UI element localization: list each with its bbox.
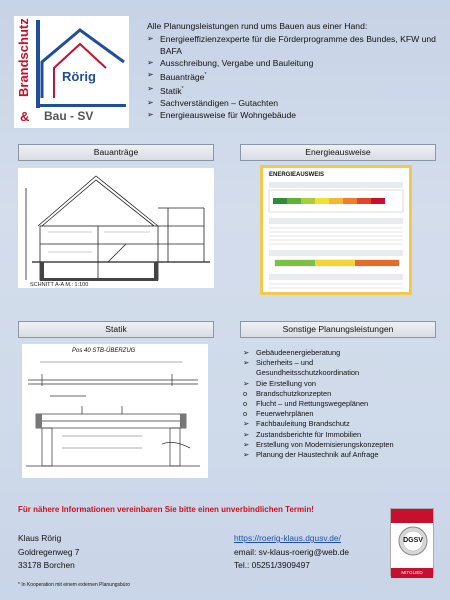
logo-horizontal-bar	[36, 104, 126, 107]
service-item: ➢ Ausschreibung, Vergabe und Bauleitung	[147, 58, 314, 68]
other-service-item	[242, 348, 442, 358]
arrow-bullet-icon: ➢	[243, 378, 250, 388]
section-label-statik: Statik	[18, 321, 214, 338]
building-section-svg	[18, 168, 214, 288]
section-caption: SCHNITT A-A M.: 1:100	[30, 282, 89, 288]
services-list	[147, 33, 437, 121]
call-to-action: Für nähere Informationen vereinbaren Sie bitte einen unverbindlichen Termin!	[18, 505, 314, 514]
other-service-item	[242, 419, 442, 429]
arrow-bullet-icon: ➢	[147, 34, 154, 43]
section-label-bauantraege: Bauanträge	[18, 144, 214, 161]
other-service-text: Erstellung von Modernisierungskonzepten	[256, 439, 394, 449]
service-item: ➢ Sachverständigen – Gutachten	[147, 97, 279, 108]
circle-bullet-icon: o	[243, 409, 248, 419]
logo-brandschutz-text: Brandschutz	[16, 18, 31, 98]
other-service-item	[242, 358, 442, 368]
badge-red-band	[391, 509, 433, 523]
section-label-sonstige: Sonstige Planungsleistungen	[240, 321, 436, 338]
circle-bullet-icon: o	[243, 388, 248, 398]
statics-sketch-svg	[22, 344, 208, 478]
arrow-bullet-icon: ➢	[147, 70, 154, 79]
contact-email[interactable]: email: sv-klaus-roerig@web.de	[234, 546, 350, 557]
building-section-drawing	[18, 168, 214, 288]
other-service-text: Fachbauleitung Brandschutz	[256, 419, 350, 429]
other-service-item	[242, 399, 442, 409]
other-service-text: Gesundheitsschutzkoordination	[256, 368, 360, 378]
statics-sketch	[22, 344, 208, 478]
service-item: ➢ Energieausweise für Wohngebäude	[147, 109, 297, 120]
other-services-list	[242, 348, 442, 460]
certificate-page	[263, 168, 409, 292]
contact-phone[interactable]: Tel.: 05251/3909497	[234, 560, 310, 570]
arrow-bullet-icon: ➢	[243, 358, 250, 368]
arrow-bullet-icon: ➢	[243, 348, 250, 357]
other-service-item	[242, 430, 442, 440]
contact-details	[234, 532, 349, 573]
dgsv-badge	[390, 508, 434, 576]
other-service-text: Planung der Haustechnik auf Anfrage	[256, 450, 379, 460]
other-service-item	[242, 440, 442, 450]
other-service-item	[242, 450, 442, 460]
contact-city: 33178 Borchen	[18, 560, 75, 570]
badge-text: DGSV	[403, 537, 423, 544]
contact-street: Goldregenweg 7	[18, 546, 80, 557]
other-service-text: Gebäudeenergieberatung	[256, 348, 341, 357]
contact-name: Klaus Rörig	[18, 533, 62, 543]
certificate-title: ENERGIEAUSWEIS	[269, 172, 325, 178]
other-service-item	[242, 409, 442, 419]
contact-address	[18, 532, 79, 573]
arrow-bullet-icon: ➢	[147, 58, 154, 67]
service-item: ➢ Bauanträge*	[147, 70, 207, 82]
badge-sub: MITGLIED	[391, 568, 433, 578]
section-label-energieausweise: Energieausweise	[240, 144, 436, 161]
logo-ampersand: &	[20, 109, 30, 124]
arrow-bullet-icon: ➢	[147, 97, 154, 107]
energy-certificate-image	[260, 165, 412, 295]
footnote: * In Kooperation mit einem externen Planungsbüro	[18, 582, 131, 588]
arrow-bullet-icon: ➢	[243, 439, 250, 449]
logo-name: Rörig	[62, 69, 96, 84]
other-service-text: Die Erstellung von	[256, 378, 316, 388]
services-intro	[147, 20, 437, 121]
service-item: ➢ Energieeffizienzexperte für die Förderprogramme des Bundes, KFW und BAFA	[147, 34, 436, 56]
other-service-text: Feuerwehrplänen	[256, 409, 314, 419]
statics-title: Pos 40 STB-ÜBERZUG	[72, 348, 136, 354]
other-service-text: Sicherheits – und	[256, 358, 314, 368]
arrow-bullet-icon: ➢	[147, 83, 154, 93]
company-logo	[14, 16, 129, 128]
arrow-bullet-icon: ➢	[147, 109, 154, 119]
circle-bullet-icon: o	[243, 399, 248, 409]
other-service-text: Flucht – und Rettungswegeplänen	[256, 399, 369, 409]
intro-heading: Alle Planungsleistungen rund ums Bauen aus einer Hand:	[147, 21, 368, 31]
other-services	[242, 348, 442, 460]
other-service-text: Zustandsberichte für Immobilien	[256, 429, 362, 439]
other-service-item	[242, 389, 442, 399]
website-link[interactable]: https://roerig-klaus.dgusv.de/	[234, 533, 341, 543]
other-service-item	[242, 379, 442, 389]
logo-roof-graphic	[40, 28, 126, 102]
arrow-bullet-icon: ➢	[243, 429, 250, 439]
service-item: ➢ Statik*	[147, 83, 184, 96]
certificate-graphic	[263, 168, 409, 292]
other-service-text: Brandschutzkonzepten	[256, 388, 332, 398]
other-service-item	[242, 368, 442, 378]
arrow-bullet-icon: ➢	[243, 450, 250, 460]
logo-bau-sv: Bau - SV	[44, 109, 94, 123]
arrow-bullet-icon: ➢	[243, 419, 250, 429]
